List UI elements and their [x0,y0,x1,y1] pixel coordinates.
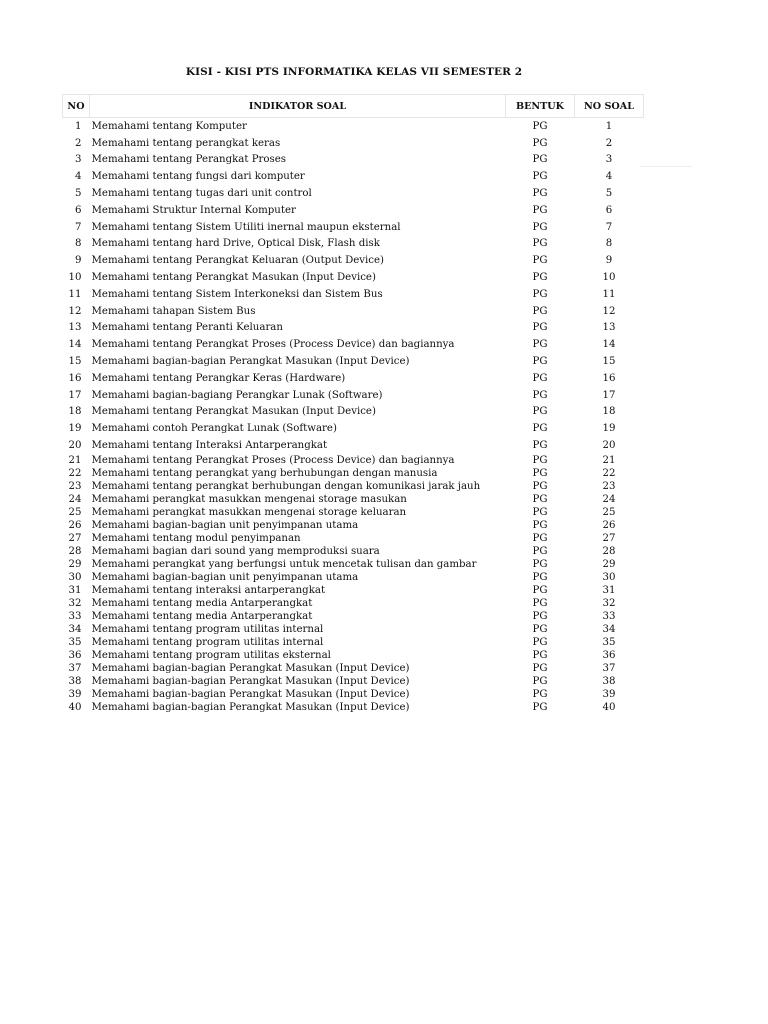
row-bentuk: PG [532,623,548,635]
row-no-soal: 35 [602,636,616,648]
row-no: 7 [75,221,82,233]
row-bentuk: PG [532,662,548,674]
row-bentuk: PG [532,506,548,518]
row-no-soal: 23 [602,480,616,492]
row-no-soal: 31 [602,584,616,596]
row-no: 10 [68,272,82,284]
row-bentuk: PG [532,288,548,300]
table-row [63,420,644,437]
row-bentuk: PG [532,571,548,583]
row-no-soal: 34 [602,623,616,635]
row-bentuk: PG [532,493,548,505]
row-bentuk: PG [532,406,548,418]
table-row [63,571,644,584]
table-row [63,506,644,519]
row-no-soal: 2 [605,137,613,149]
table-row [63,532,644,545]
row-no: 25 [68,506,82,518]
row-indikator: Memahami bagian-bagian Perangkat Masukan (Input Device) [91,662,410,674]
row-bentuk: PG [532,610,548,622]
row-bentuk: PG [532,238,548,250]
row-no: 26 [68,519,82,531]
row-indikator: Memahami bagian-bagian Perangkat Masukan (Input Device) [91,688,410,700]
table-row [63,675,644,688]
row-bentuk: PG [532,423,548,435]
row-bentuk: PG [532,137,548,149]
row-no: 22 [68,467,82,479]
row-indikator: Memahami tentang Perangkat Keluaran (Output Device) [91,255,385,267]
row-indikator: Memahami bagian-bagian Perangkat Masukan (Input Device) [91,356,410,368]
row-bentuk: PG [532,305,548,317]
row-no-soal: 10 [602,272,616,284]
row-bentuk: PG [532,597,548,609]
table-row [63,320,644,337]
table-row [63,597,644,610]
row-bentuk: PG [532,339,548,351]
table-body [63,118,644,714]
row-no-soal: 7 [605,221,613,233]
row-indikator: Memahami tentang fungsi dari komputer [91,171,305,183]
row-no: 6 [75,204,82,216]
row-no: 32 [68,597,82,609]
row-no-soal: 19 [602,423,616,435]
row-no: 19 [68,423,82,435]
row-no-soal: 6 [605,204,613,216]
table-row [63,437,644,454]
row-no-soal: 5 [605,188,613,200]
row-indikator: Memahami bagian-bagian Perangkat Masukan (Input Device) [91,701,410,713]
row-indikator: Memahami perangkat yang berfungsi untuk mencetak tulisan dan gambar [91,558,477,570]
row-no: 20 [68,440,82,452]
row-no-soal: 12 [602,305,616,317]
row-bentuk: PG [532,322,548,334]
row-no: 27 [68,532,82,544]
row-indikator: Memahami perangkat masukkan mengenai storage keluaran [91,506,407,518]
row-no-soal: 30 [602,571,616,583]
table-row [63,370,644,387]
kisi-table [62,94,644,714]
row-indikator: Memahami tahapan Sistem Bus [91,305,256,317]
row-no-soal: 13 [602,322,616,334]
row-bentuk: PG [532,171,548,183]
table-row [63,236,644,253]
document-title: KISI - KISI PTS INFORMATIKA KELAS VII SEMESTER 2 [185,66,523,78]
row-no-soal: 40 [602,701,616,713]
row-indikator: Memahami bagian-bagian unit penyimpanan utama [91,571,359,583]
table-row [63,168,644,185]
row-indikator: Memahami bagian-bagian Perangkat Masukan (Input Device) [91,675,410,687]
row-indikator: Memahami bagian-bagiang Perangkar Lunak (Software) [91,389,383,401]
row-no-soal: 37 [602,662,616,674]
row-bentuk: PG [532,584,548,596]
row-no: 28 [68,545,82,557]
header-no: NO [63,95,90,118]
row-no: 16 [68,372,82,384]
row-indikator: Memahami tentang interaksi antarperangkat [91,584,326,596]
row-indikator: Memahami tentang hard Drive, Optical Disk, Flash disk [91,238,380,250]
table-row [63,480,644,493]
row-no-soal: 29 [602,558,616,570]
row-bentuk: PG [532,649,548,661]
row-indikator: Memahami tentang program utilitas internal [91,636,324,648]
row-no-soal: 21 [602,454,616,466]
row-no-soal: 39 [602,688,616,700]
row-no: 18 [68,406,82,418]
row-bentuk: PG [532,519,548,531]
row-indikator: Memahami tentang perangkat keras [91,137,281,149]
row-no: 23 [68,480,82,492]
table-row [63,387,644,404]
row-bentuk: PG [532,356,548,368]
row-indikator: Memahami tentang Sistem Utiliti inernal maupun eksternal [91,221,401,233]
table-row [63,252,644,269]
row-bentuk: PG [532,272,548,284]
row-no: 4 [75,171,82,183]
row-no: 33 [68,610,82,622]
table-row [63,662,644,675]
row-no-soal: 24 [602,493,616,505]
row-bentuk: PG [532,532,548,544]
row-indikator: Memahami tentang Perangkar Keras (Hardware) [91,372,346,384]
table-row [63,610,644,623]
row-indikator: Memahami tentang perangkat berhubungan dengan komunikasi jarak jauh [91,480,481,492]
row-no-soal: 4 [605,171,613,183]
row-bentuk: PG [532,480,548,492]
row-no: 9 [75,255,82,267]
row-no-soal: 11 [602,288,616,300]
row-indikator: Memahami tentang tugas dari unit control [91,188,312,200]
row-indikator: Memahami tentang Perangkat Masukan (Input Device) [91,406,376,418]
row-no: 14 [68,339,82,351]
row-no-soal: 1 [605,120,613,132]
row-indikator: Memahami tentang modul penyimpanan [91,532,301,544]
table-row [63,303,644,320]
row-no-soal: 33 [602,610,616,622]
table-row [63,623,644,636]
row-indikator: Memahami tentang Perangkat Proses [91,154,287,166]
table-row [63,493,644,506]
table-header-row [63,95,644,118]
row-no: 30 [68,571,82,583]
row-bentuk: PG [532,221,548,233]
row-bentuk: PG [532,701,548,713]
row-no: 1 [75,120,82,132]
row-no-soal: 20 [602,440,616,452]
table-row [63,353,644,370]
row-no: 21 [68,454,82,466]
row-indikator: Memahami perangkat masukkan mengenai storage masukan [91,493,407,505]
table-row [63,286,644,303]
row-no: 17 [68,389,82,401]
row-no: 5 [75,188,82,200]
row-no-soal: 26 [602,519,616,531]
row-no: 36 [68,649,82,661]
row-bentuk: PG [532,372,548,384]
row-no: 38 [68,675,82,687]
row-indikator: Memahami tentang media Antarperangkat [91,610,313,622]
row-no: 24 [68,493,82,505]
row-no-soal: 8 [605,238,613,250]
table-row [63,584,644,597]
divider [640,166,692,167]
row-indikator: Memahami bagian-bagian unit penyimpanan utama [91,519,359,531]
row-no-soal: 17 [602,389,616,401]
table-row [63,202,644,219]
row-no: 12 [68,305,82,317]
table-row [63,636,644,649]
table-row [63,558,644,571]
table-row [63,185,644,202]
row-no: 3 [75,154,82,166]
row-no: 8 [75,238,82,250]
row-bentuk: PG [532,467,548,479]
table-row [63,269,644,286]
row-bentuk: PG [532,545,548,557]
row-indikator: Memahami bagian dari sound yang memproduksi suara [91,545,380,557]
row-bentuk: PG [532,204,548,216]
row-no-soal: 28 [602,545,616,557]
table-row [63,649,644,662]
row-no: 11 [68,288,82,300]
row-no-soal: 3 [605,154,613,166]
row-bentuk: PG [532,154,548,166]
table-row [63,219,644,236]
row-bentuk: PG [532,389,548,401]
row-no: 39 [68,688,82,700]
table-row [63,135,644,152]
table-row [63,467,644,480]
row-no: 35 [68,636,82,648]
row-no-soal: 9 [605,255,613,267]
table-row [63,404,644,421]
row-indikator: Memahami tentang Perangkat Proses (Process Device) dan bagiannya [91,454,455,466]
row-indikator: Memahami tentang program utilitas internal [91,623,324,635]
row-bentuk: PG [532,636,548,648]
row-no: 29 [68,558,82,570]
row-no-soal: 38 [602,675,616,687]
row-indikator: Memahami tentang Perangkat Proses (Process Device) dan bagiannya [91,339,455,351]
table-row [63,454,644,467]
row-no-soal: 18 [602,406,616,418]
row-bentuk: PG [532,688,548,700]
table-row [63,519,644,532]
row-indikator: Memahami Struktur Internal Komputer [91,204,296,216]
table-row [63,336,644,353]
row-no: 2 [75,137,82,149]
row-indikator: Memahami tentang Perangkat Masukan (Input Device) [91,272,376,284]
row-no: 13 [68,322,82,334]
row-indikator: Memahami tentang Interaksi Antarperangkat [91,440,328,452]
row-no-soal: 16 [602,372,616,384]
row-indikator: Memahami tentang media Antarperangkat [91,597,313,609]
header-no-soal: NO SOAL [575,95,644,118]
row-bentuk: PG [532,675,548,687]
row-no-soal: 25 [602,506,616,518]
table-row [63,545,644,558]
row-indikator: Memahami tentang Sistem Interkoneksi dan Sistem Bus [91,288,383,300]
row-no: 15 [68,356,82,368]
row-no-soal: 32 [602,597,616,609]
row-bentuk: PG [532,440,548,452]
row-no-soal: 22 [602,467,616,479]
row-no-soal: 27 [602,532,616,544]
header-bentuk: BENTUK [506,95,575,118]
row-bentuk: PG [532,454,548,466]
row-indikator: Memahami tentang Peranti Keluaran [91,322,283,334]
header-indikator: INDIKATOR SOAL [90,95,506,118]
row-bentuk: PG [532,188,548,200]
row-no: 34 [68,623,82,635]
table-row [63,701,644,714]
table-row [63,118,644,135]
table-row [63,152,644,169]
row-no: 31 [68,584,82,596]
row-bentuk: PG [532,120,548,132]
row-bentuk: PG [532,558,548,570]
row-no-soal: 15 [602,356,616,368]
table-row [63,688,644,701]
row-indikator: Memahami tentang perangkat yang berhubungan dengan manusia [91,467,438,479]
row-no: 40 [68,701,82,713]
row-indikator: Memahami contoh Perangkat Lunak (Software) [91,423,337,435]
row-indikator: Memahami tentang program utilitas eksternal [91,649,331,661]
row-no-soal: 14 [602,339,616,351]
row-no-soal: 36 [602,649,616,661]
row-no: 37 [68,662,82,674]
row-indikator: Memahami tentang Komputer [91,120,247,132]
row-bentuk: PG [532,255,548,267]
